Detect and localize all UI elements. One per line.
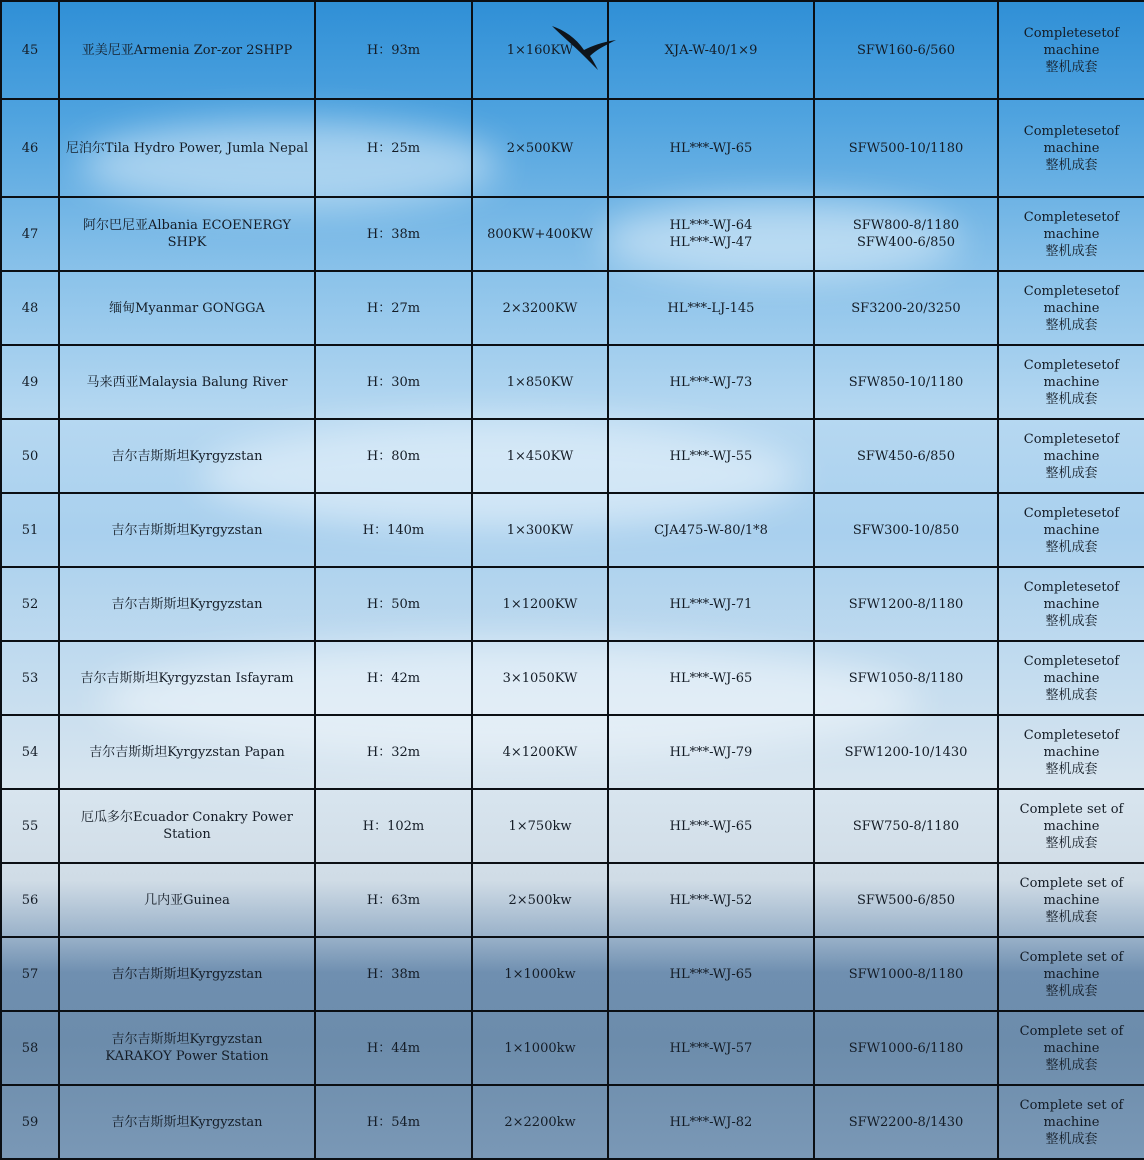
table-row [1, 863, 1144, 937]
cell-capacity: 1×1200KW [472, 567, 608, 641]
cell-scope: Completesetof machine 整机成套 [998, 641, 1144, 715]
cell-project: 吉尔吉斯斯坦Kyrgyzstan Isfayram [59, 641, 315, 715]
cell-generator: SFW500-6/850 [814, 863, 998, 937]
cell-turbine: HL***-WJ-55 [608, 419, 814, 493]
cell-generator: SFW160-6/560 [814, 1, 998, 99]
cell-capacity: 1×850KW [472, 345, 608, 419]
cell-project: 尼泊尔Tila Hydro Power, Jumla Nepal [59, 99, 315, 197]
cell-capacity: 4×1200KW [472, 715, 608, 789]
cell-head: H：38m [315, 197, 472, 271]
cell-capacity: 1×450KW [472, 419, 608, 493]
cell-project: 马来西亚Malaysia Balung River [59, 345, 315, 419]
cell-head: H：32m [315, 715, 472, 789]
cell-turbine: HL***-WJ-65 [608, 99, 814, 197]
cell-generator: SFW1200-10/1430 [814, 715, 998, 789]
cell-scope: Completesetof machine 整机成套 [998, 567, 1144, 641]
cell-scope: Complete set of machine 整机成套 [998, 863, 1144, 937]
cell-scope: Completesetof machine 整机成套 [998, 1, 1144, 99]
cell-no: 59 [1, 1085, 59, 1159]
cell-capacity: 1×750kw [472, 789, 608, 863]
cell-turbine: XJA-W-40/1×9 [608, 1, 814, 99]
table-row [1, 641, 1144, 715]
cell-head: H：25m [315, 99, 472, 197]
table-body [1, 1, 1144, 1159]
cell-no: 51 [1, 493, 59, 567]
cell-head: H：38m [315, 937, 472, 1011]
cell-turbine: HL***-WJ-57 [608, 1011, 814, 1085]
cell-capacity: 1×1000kw [472, 937, 608, 1011]
cell-turbine: CJA475-W-80/1*8 [608, 493, 814, 567]
cell-generator: SFW500-10/1180 [814, 99, 998, 197]
cell-project: 几内亚Guinea [59, 863, 315, 937]
cell-capacity: 2×500kw [472, 863, 608, 937]
cell-project: 亚美尼亚Armenia Zor-zor 2SHPP [59, 1, 315, 99]
cell-capacity: 800KW+400KW [472, 197, 608, 271]
cell-no: 56 [1, 863, 59, 937]
cell-generator: SFW1000-8/1180 [814, 937, 998, 1011]
cell-generator: SFW300-10/850 [814, 493, 998, 567]
cell-generator: SFW750-8/1180 [814, 789, 998, 863]
cell-scope: Completesetof machine 整机成套 [998, 345, 1144, 419]
cell-turbine: HL***-WJ-82 [608, 1085, 814, 1159]
cell-scope: Complete set of machine 整机成套 [998, 1085, 1144, 1159]
table-row [1, 99, 1144, 197]
cell-head: H：93m [315, 1, 472, 99]
table-row [1, 419, 1144, 493]
table-row [1, 715, 1144, 789]
cell-scope: Completesetof machine 整机成套 [998, 493, 1144, 567]
cell-no: 48 [1, 271, 59, 345]
table-row [1, 1085, 1144, 1159]
cell-turbine: HL***-WJ-79 [608, 715, 814, 789]
cell-generator: SFW1000-6/1180 [814, 1011, 998, 1085]
cell-no: 52 [1, 567, 59, 641]
cell-generator: SFW2200-8/1430 [814, 1085, 998, 1159]
table-row [1, 937, 1144, 1011]
cell-capacity: 1×300KW [472, 493, 608, 567]
table-row [1, 1, 1144, 99]
cell-capacity: 2×3200KW [472, 271, 608, 345]
cell-capacity: 2×2200kw [472, 1085, 608, 1159]
table-row [1, 197, 1144, 271]
cell-generator: SFW1200-8/1180 [814, 567, 998, 641]
cell-generator: SFW800-8/1180 SFW400-6/850 [814, 197, 998, 271]
cell-no: 53 [1, 641, 59, 715]
table-row [1, 493, 1144, 567]
cell-head: H：42m [315, 641, 472, 715]
cell-no: 55 [1, 789, 59, 863]
cell-project: 缅甸Myanmar GONGGA [59, 271, 315, 345]
cell-capacity: 1×1000kw [472, 1011, 608, 1085]
cell-no: 46 [1, 99, 59, 197]
cell-project: 吉尔吉斯斯坦Kyrgyzstan [59, 937, 315, 1011]
cell-capacity: 2×500KW [472, 99, 608, 197]
cell-project: 吉尔吉斯斯坦Kyrgyzstan [59, 1085, 315, 1159]
cell-project: 厄瓜多尔Ecuador Conakry Power Station [59, 789, 315, 863]
table-row [1, 789, 1144, 863]
cell-turbine: HL***-WJ-73 [608, 345, 814, 419]
cell-turbine: HL***-WJ-71 [608, 567, 814, 641]
cell-scope: Complete set of machine 整机成套 [998, 1011, 1144, 1085]
cell-scope: Completesetof machine 整机成套 [998, 419, 1144, 493]
cell-turbine: HL***-WJ-65 [608, 937, 814, 1011]
table-row [1, 567, 1144, 641]
cell-project: 吉尔吉斯斯坦Kyrgyzstan [59, 493, 315, 567]
cell-no: 49 [1, 345, 59, 419]
cell-scope: Completesetof machine 整机成套 [998, 271, 1144, 345]
cell-head: H：44m [315, 1011, 472, 1085]
cell-no: 50 [1, 419, 59, 493]
cell-project: 吉尔吉斯斯坦Kyrgyzstan Papan [59, 715, 315, 789]
cell-head: H：30m [315, 345, 472, 419]
cell-no: 58 [1, 1011, 59, 1085]
cell-head: H：102m [315, 789, 472, 863]
cell-project: 阿尔巴尼亚Albania ECOENERGY SHPK [59, 197, 315, 271]
cell-head: H：80m [315, 419, 472, 493]
cell-turbine: HL***-WJ-65 [608, 789, 814, 863]
cell-head: H：63m [315, 863, 472, 937]
cell-no: 47 [1, 197, 59, 271]
cell-project: 吉尔吉斯斯坦Kyrgyzstan KARAKOY Power Station [59, 1011, 315, 1085]
cell-generator: SF3200-20/3250 [814, 271, 998, 345]
cell-capacity: 1×160KW [472, 1, 608, 99]
cell-scope: Completesetof machine 整机成套 [998, 197, 1144, 271]
cell-head: H：140m [315, 493, 472, 567]
cell-turbine: HL***-WJ-52 [608, 863, 814, 937]
cell-turbine: HL***-LJ-145 [608, 271, 814, 345]
cell-head: H：54m [315, 1085, 472, 1159]
cell-turbine: HL***-WJ-64 HL***-WJ-47 [608, 197, 814, 271]
cell-scope: Completesetof machine 整机成套 [998, 99, 1144, 197]
cell-project: 吉尔吉斯斯坦Kyrgyzstan [59, 567, 315, 641]
cell-no: 57 [1, 937, 59, 1011]
cell-scope: Completesetof machine 整机成套 [998, 715, 1144, 789]
table-row [1, 345, 1144, 419]
cell-scope: Complete set of machine 整机成套 [998, 937, 1144, 1011]
table-row [1, 1011, 1144, 1085]
cell-no: 54 [1, 715, 59, 789]
table-row [1, 271, 1144, 345]
cell-scope: Complete set of machine 整机成套 [998, 789, 1144, 863]
cell-no: 45 [1, 1, 59, 99]
cell-turbine: HL***-WJ-65 [608, 641, 814, 715]
cell-project: 吉尔吉斯斯坦Kyrgyzstan [59, 419, 315, 493]
cell-generator: SFW850-10/1180 [814, 345, 998, 419]
cell-head: H：27m [315, 271, 472, 345]
cell-head: H：50m [315, 567, 472, 641]
cell-capacity: 3×1050KW [472, 641, 608, 715]
cell-generator: SFW450-6/850 [814, 419, 998, 493]
cell-generator: SFW1050-8/1180 [814, 641, 998, 715]
